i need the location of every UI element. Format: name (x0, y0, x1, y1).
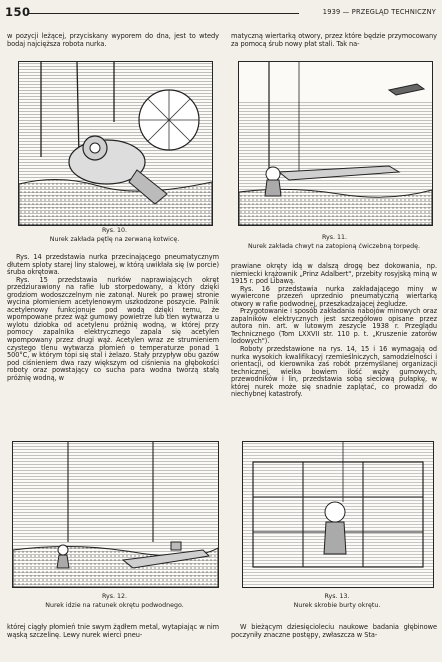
left-bottom-text: której ciągły płomień tnie swym żądłem metal, wytapiając w nim wąską szczelinę. Lewy nurek wierci pneu- (7, 623, 219, 639)
right-paragraph-2: Rys. 16 przedstawia nurka zakładającego miny w wywiercone przezeń uprzednio pneumatyczną wiertarką otwory w rafie podwodnej, przeszkadzającej żegludze. (231, 284, 437, 308)
figure-12-number: Rys. 12. (101, 593, 128, 600)
right-paragraph-4: Roboty przedstawione na rys. 14, 15 i 16 wymagają od nurka wysokich kwalifikacyj rzemieślniczych, samodzielności i orientacji, od kierownika zaś robót przemyślanej organizacji technicznej, wielka bowiem ilość węży gumowych, przewodników i lin, przedstawia sobą sieciową pułapkę, w której nurek może się snadnie zaplątać, co prowadzi do niechybnej katastrofy. (231, 345, 437, 399)
figure-11-number: Rys. 11. (321, 234, 348, 241)
left-column-top (7, 33, 219, 48)
right-top-text: matyczną wiertarką otwory, przez które będzie przymocowany za pomocą śrub nowy płat stali. Tak na- (231, 32, 437, 48)
left-column-bottom (7, 624, 219, 639)
left-paragraph-1: Rys. 14 przedstawia nurka przecinającego pneumatycznym dłutem sploty starej liny stalowej, w którą uwikłała się (w porcie) śruba okrętowa. (7, 253, 219, 277)
left-paragraph-2: Rys. 15 przedstawia nurków naprawiających okręt przedziurawiony na rafie lub storpedowany, a który dzięki grodziom wodoszczelnym nie zatonął. Nurek po prawej stronie wycina płomieniem acetylenowym uszkodzone poszycie. Palnik acetylenowy funkcjonuje pod wodą dzięki temu, że wpompowane przez wąż gumowy powietrze lub tlen wytwarza u wylotu dziobka od acetylenu próżnię wodną, w której przy pomocy zapalnika elektrycznego zapala się acetylen wpompowany przez drugi wąż. Acetylen wraz ze strumieniem czystego tlenu wytwarza płomień o temperaturze ponad 1 500°C, w którym topi się stal i żelazo. Stały przypływ obu gazów pod ciśnieniem dwa razy większym od ciśnienia na głębokości roboty oraz powstający co sucha para wodna tworzą stałą próżnię wodną, w (7, 275, 219, 382)
page-number: 150 (5, 5, 31, 19)
figure-13-illustration (242, 441, 434, 588)
left-top-text: w pozycji leżącej, przyciskany wyporem do dna, jest to wtedy bodaj najcięższa robota nurka. (7, 32, 219, 48)
figure-12-illustration (12, 441, 219, 588)
figure-11-illustration (238, 61, 433, 226)
right-column-bottom (231, 624, 437, 639)
right-column-top (231, 33, 437, 48)
figure-10-illustration (18, 61, 213, 226)
header-rule (29, 13, 299, 14)
right-column-body (231, 263, 437, 399)
figure-13-caption: Nurek skrobie burty okrętu. (293, 602, 381, 609)
running-title: 1939 — PRZEGLĄD TECHNICZNY (322, 8, 436, 16)
left-column-body (7, 254, 219, 382)
right-paragraph-1: prawiane okręty idą w dalszą drogę bez dokowania, np. niemiecki krążownik „Prinz Adalbert", przebity rosyjską miną w 1915 r. pod Libawą. (231, 262, 437, 286)
figure-10-number: Rys. 10. (101, 227, 128, 234)
figure-10-caption: Nurek zakłada pętlę na zerwaną kotwicę. (49, 236, 180, 243)
right-paragraph-3: Przygotowanie i sposób zakładania nabojów minowych oraz zapalników elektrycznych jest szczegółowo opisane przez autora nin. art. w lutowym zeszycie 1938 r. Przeglądu Technicznego (Tom LXXVII str. 110 p. t. „Kruszenie zatorów lodowych"). (231, 307, 437, 346)
figure-11-caption: Nurek zakłada chwyt na zatopioną ćwiczebną torpedę. (247, 243, 421, 250)
right-bottom-text: W bieżącym dziesięcioleciu naukowe badania głębinowe poczyniły znaczne postępy, zwłaszcza w Sta- (231, 623, 437, 639)
figure-13-number: Rys. 13. (324, 593, 350, 600)
figure-12-caption: Nurek idzie na ratunek okrętu podwodnego. (45, 602, 184, 609)
